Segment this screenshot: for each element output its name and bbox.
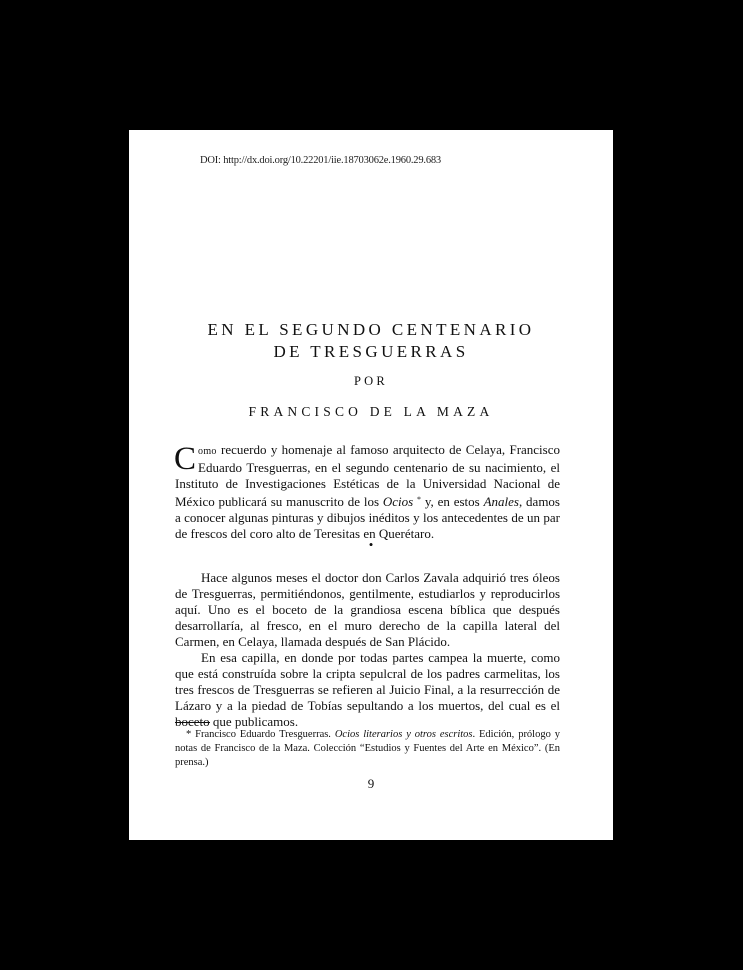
- intro-ocios: Ocios: [382, 494, 414, 509]
- paragraph-2: En esa capilla, en donde por todas partes campea la muerte, como que está construída sobre la cripta sepulcral de los padres carmelitas, los tres frescos de Tresguerras se refieren al Juicio Final, a la resurrección de Lázaro y a la piedad de Tobías sepultando a los muertos, del cual es el boceto que publicamos.: [175, 650, 560, 729]
- page-number: 9: [367, 776, 375, 791]
- article-title-line-2: DE TRESGUERRAS: [273, 342, 469, 361]
- section-separator: •: [368, 537, 374, 552]
- byline-por: POR: [354, 374, 388, 388]
- footnote: [175, 728, 560, 770]
- intro-paragraph: [175, 442, 560, 542]
- footnote-text-a: Francisco Eduardo Tresguerras.: [191, 729, 335, 740]
- intro-text-c: , damos a conocer algunas pinturas y dibujos inéditos y los antecedentes de un par de frescos del coro alto de Teresitas en Querétaro.: [175, 494, 560, 541]
- paragraph-1: Hace algunos meses el doctor don Carlos Zavala adquirió tres óleos de Tresguerras, permitiéndonos, gentilmente, estudiarlos y reproducirlos aquí. Uno es el boceto de la grandiosa escena bíblica que después desarrollaría, al fresco, en el muro derecho de la capilla lateral del Carmen, en Celaya, llamada después de San Plácido.: [175, 570, 560, 649]
- document-page: [129, 130, 613, 840]
- intro-smallcaps: omo: [198, 446, 217, 457]
- footnote-marker: *: [417, 495, 422, 504]
- intro-anales: Anales: [483, 494, 519, 509]
- footnote-italic: Ocios literarios y otros escritos: [334, 729, 473, 740]
- footnote-rule: [175, 722, 210, 723]
- doi-link[interactable]: DOI: http://dx.doi.org/10.22201/iie.18703062e.1960.29.683: [200, 155, 441, 166]
- main-text: [175, 570, 560, 730]
- footnote-text-b: . Edición, prólogo y notas de Francisco de la Maza. Colección “Estudios y Fuentes del Arte en México”. (En prensa.): [175, 729, 560, 768]
- footnote-mark: *: [186, 729, 192, 740]
- intro-text-b: y, en estos: [421, 494, 484, 509]
- drop-cap: C: [174, 441, 197, 477]
- article-title-line-1: EN EL SEGUNDO CENTENARIO: [207, 320, 535, 339]
- author-name: FRANCISCO DE LA MAZA: [248, 404, 494, 419]
- intro-text-a: recuerdo y homenaje al famoso arquitecto de Celaya, Francisco Eduardo Tresguerras, en el segundo centenario de su nacimiento, el Instituto de Investigaciones Estéticas de la Universidad Nacional de México publicará su manuscrito de los: [175, 442, 560, 509]
